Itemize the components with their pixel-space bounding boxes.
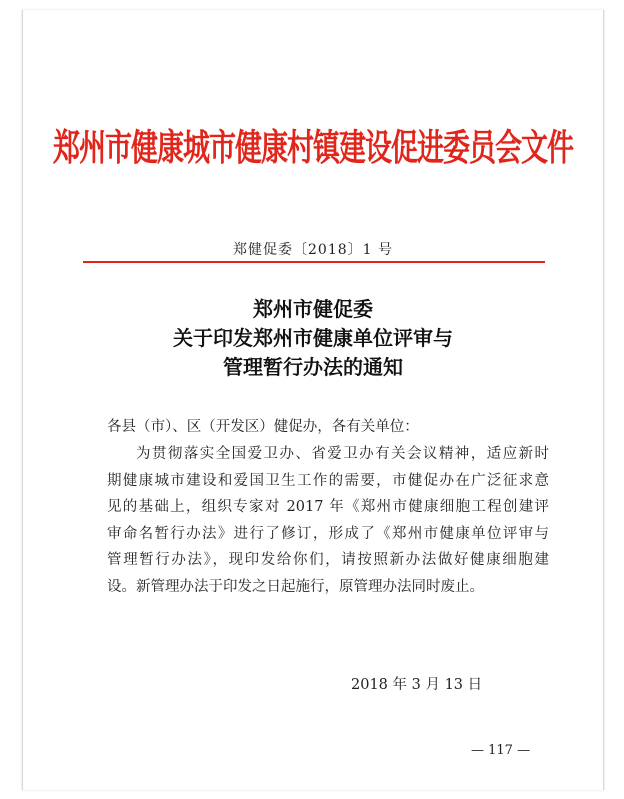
notice-title-line: 关于印发郑州市健康单位评审与 (173, 326, 453, 350)
notice-title-line: 郑州市健促委 (253, 297, 373, 321)
body-line: 管理暂行办法》，现印发给你们，请按照新办法做好健康细胞建 (107, 552, 549, 568)
body-line: 审命名暂行办法》进行了修订，形成了《郑州市健康单位评审与 (107, 525, 549, 542)
addressee-line: 各县（市）、区（开发区）健促办，各有关单位： (107, 419, 419, 435)
issue-date: 2018 年 3 月 13 日 (351, 677, 483, 693)
body-line: 见的基础上，组织专家对 2017 年《郑州市健康细胞工程创建评 (107, 499, 549, 515)
body-line: 设。新管理办法于印发之日起施行，原管理办法同时废止。 (107, 578, 484, 595)
red-divider-line (83, 261, 545, 263)
document-page (22, 10, 604, 790)
page-number: — 117 — (471, 743, 531, 758)
body-line: 为贯彻落实全国爱卫办、省爱卫办有关会议精神，适应新时 (136, 446, 549, 462)
body-line: 期健康城市建设和爱国卫生工作的需要，市健促办在广泛征求意 (107, 472, 549, 489)
issuing-authority-header: 郑州市健康城市健康村镇建设促进委员会文件 (53, 127, 573, 170)
notice-title-line: 管理暂行办法的通知 (223, 355, 403, 379)
document-number: 郑健促委〔2018〕1 号 (233, 242, 393, 258)
body-paragraph (107, 441, 549, 600)
notice-title (23, 295, 603, 382)
